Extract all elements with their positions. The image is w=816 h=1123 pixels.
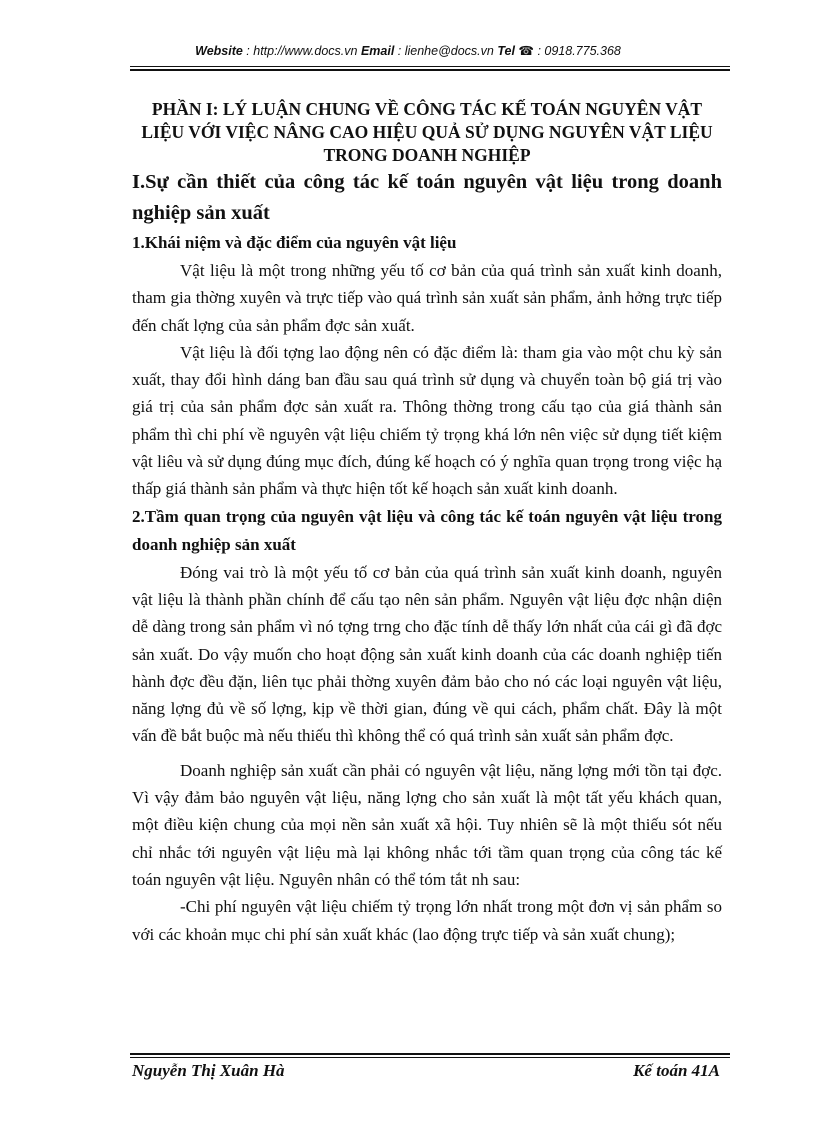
email-label: Email xyxy=(360,44,395,58)
section-title: I.Sự cần thiết của công tác kế toán nguyên vật liệu trong doanh nghiệp sản xuất xyxy=(132,171,722,224)
tel-value: ☎ : 0918.775.368 xyxy=(514,44,621,58)
website-label: Website xyxy=(195,44,243,58)
paragraph-1: Vật liệu là một trong những yếu tố cơ bản của quá trình sản xuất kinh doanh, tham gia thờng xuyên và trực tiếp vào quá trình sản xuất sản phẩm, ảnh hởng trực tiếp đến chất lợng của sản phẩm đợc sản xuất. xyxy=(132,261,722,335)
header-divider xyxy=(130,66,730,71)
email-value: : lienhe@docs.vn xyxy=(394,44,498,58)
document-body xyxy=(132,98,722,948)
subsection-title-1: 1.Khái niệm và đặc điểm của nguyên vật liệu xyxy=(132,233,457,252)
paragraph-2: Vật liệu là đối tợng lao động nên có đặc điểm là: tham gia vào một chu kỳ sản xuất, thay đổi hình dáng ban đầu sau quá trình sử dụng và chuyển toàn bộ giá trị vào giá trị của sản phẩm đợc sản xuất ra. Thông thờng trong cấu tạo của giá thành sản phẩm thì chi phí về nguyên vật liệu chiếm tỷ trọng khá lớn nên việc sử dụng tiết kiệm vật liêu và sử dụng đúng mục đích, đúng kế hoạch có ý nghĩa quan trọng trong việc hạ thấp giá thành sản phẩm và thực hiện tốt kế hoạch sản xuất kinh doanh. xyxy=(132,342,722,499)
footer-divider xyxy=(130,1053,730,1058)
website-value: : http://www.docs.vn xyxy=(242,44,361,58)
page-header xyxy=(0,43,816,58)
footer-author: Nguyễn Thị Xuân Hà xyxy=(132,1061,285,1080)
part-title: PHẦN I: LÝ LUẬN CHUNG VỀ CÔNG TÁC KẾ TOÁN NGUYÊN VẬT LIỆU VỚI VIỆC NÂNG CAO HIỆU QUẢ SỬ DỤNG NGUYÊN VẬT LIỆU TRONG DOANH NGHIỆP xyxy=(141,99,713,165)
tel-label: Tel xyxy=(497,44,515,58)
subsection-title-2: 2.Tầm quan trọng của nguyên vật liệu và công tác kế toán nguyên vật liệu trong doanh nghiệp sản xuất xyxy=(132,506,722,554)
paragraph-3: Đóng vai trò là một yếu tố cơ bản của quá trình sản xuất kinh doanh, nguyên vật liệu là thành phần chính để cấu tạo nên sản phẩm. Nguyên vật liệu đợc nhận diện dễ dàng trong sản phẩm vì nó tợng trng cho đặc tính dễ thấy lớn nhất của cái gì đã đợc sản xuất. Do vậy muốn cho hoạt động sản xuất kinh doanh của các doanh nghiệp tiến hành đợc đều đặn, liên tục phải thờng xuyên đảm bảo cho nó các loại nguyên vật liệu, năng lợng đủ về số lợng, kịp về thời gian, đúng về qui cách, phẩm chất. Đây là một vấn đề bắt buộc mà nếu thiếu thì không thể có quá trình sản xuất sản phẩm đợc. xyxy=(132,562,722,746)
paragraph-5: -Chi phí nguyên vật liệu chiếm tỷ trọng lớn nhất trong một đơn vị sản phẩm so với các khoản mục chi phí sản xuất khác (lao động trực tiếp và sản xuất chung); xyxy=(132,897,722,944)
paragraph-spacer xyxy=(132,750,722,757)
footer-class: Kế toán 41A xyxy=(633,1061,720,1080)
paragraph-4: Doanh nghiệp sản xuất cần phải có nguyên vật liệu, năng lợng mới tồn tại đợc. Vì vậy đảm bảo nguyên vật liệu, năng lợng cho sản xuất là một tất yếu khách quan, một điều kiện chung của mọi nền sản xuất xã hội. Tuy nhiên sẽ là một thiếu sót nếu chỉ nhắc tới nguyên vật liệu mà lại không nhắc tới tầm quan trọng của công tác kế toán nguyên vật liệu. Nguyên nhân có thể tóm tắt nh sau: xyxy=(132,760,722,889)
